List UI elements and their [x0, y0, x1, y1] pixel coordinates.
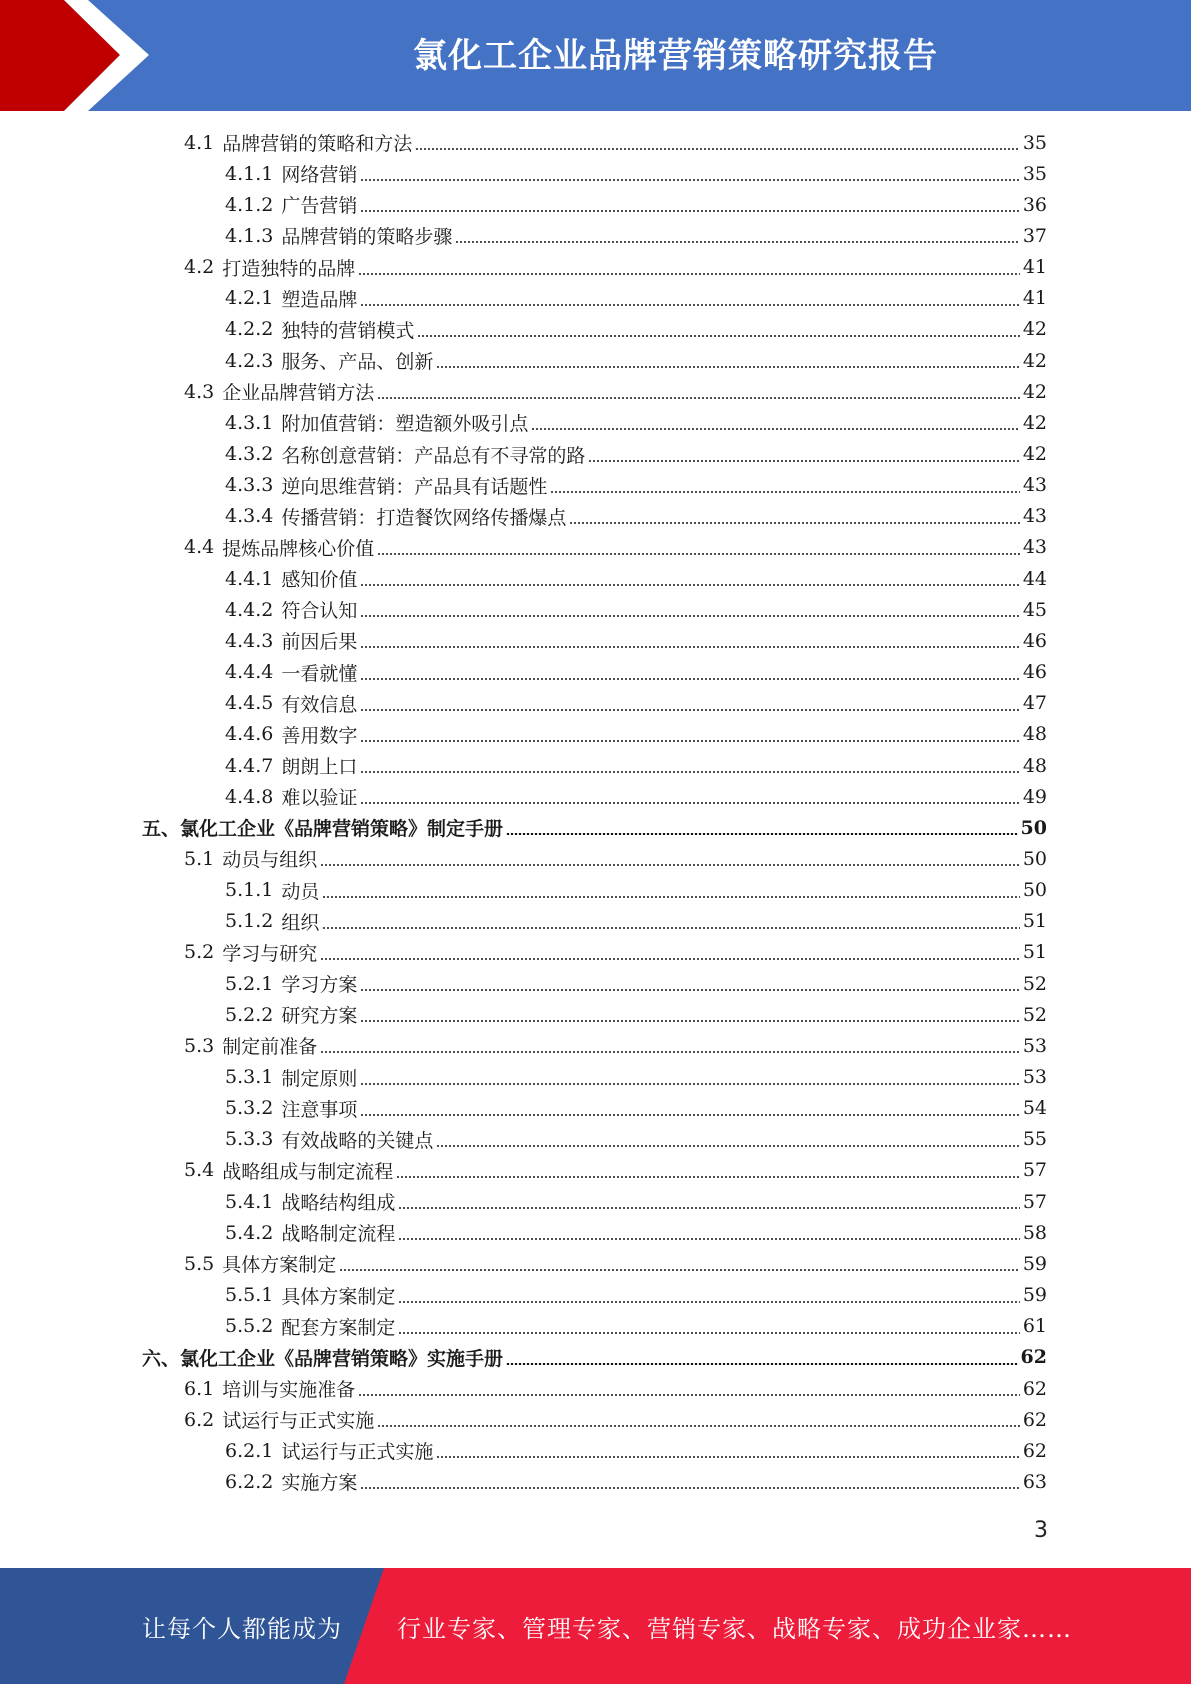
toc-entry-number: 4.3.2: [225, 443, 274, 465]
toc-entry-page: 42: [1022, 380, 1047, 403]
toc-entry-title: 研究方案: [281, 1005, 358, 1028]
toc-subsection-entry[interactable]: [225, 1311, 1047, 1342]
toc-entry-title: 品牌营销的策略步骤: [281, 226, 453, 249]
document-title: 氯化工企业品牌营销策略研究报告: [413, 35, 938, 76]
toc-entry-number: 5.2: [184, 941, 215, 964]
toc-entry-page: 53: [1022, 1066, 1047, 1088]
page-number: 3: [1034, 1518, 1048, 1543]
toc-entry-title: 逆向思维营销：产品具有话题性: [281, 475, 548, 498]
toc-entry-page: 52: [1022, 972, 1047, 995]
toc-subsection-entry[interactable]: [225, 719, 1047, 750]
toc-entry-title: 难以验证: [281, 787, 358, 810]
toc-entry-number: 4.3.4: [225, 505, 274, 528]
toc-dot-leader: [360, 1083, 1019, 1085]
toc-entry-title: 学习方案: [281, 974, 358, 997]
footer-banner: [0, 1568, 1191, 1684]
toc-section-entry[interactable]: [184, 1030, 1047, 1061]
toc-subsection-entry[interactable]: [225, 594, 1047, 625]
toc-entry-title: 战略结构组成: [281, 1192, 396, 1215]
toc-entry-number: 4.3.3: [225, 474, 274, 497]
toc-subsection-entry[interactable]: [225, 906, 1047, 937]
toc-dot-leader: [360, 646, 1019, 648]
toc-entry-page: 50: [1020, 816, 1047, 839]
toc-entry-number: 5.2.2: [225, 1003, 274, 1026]
toc-entry-page: 43: [1022, 505, 1047, 528]
toc-entry-page: 48: [1022, 723, 1047, 746]
toc-subsection-entry[interactable]: [225, 1186, 1047, 1217]
toc-entry-page: 57: [1022, 1159, 1047, 1182]
toc-entry-title: 打造独特的品牌: [222, 257, 356, 280]
toc-entry-number: 6.2.2: [225, 1470, 274, 1493]
toc-entry-number: 4.1.3: [225, 224, 274, 247]
toc-entry-page: 62: [1020, 1346, 1047, 1369]
toc-entry-title: 独特的营销模式: [281, 319, 415, 342]
toc-entry-page: 41: [1022, 256, 1047, 279]
toc-dot-leader: [377, 1425, 1020, 1427]
toc-subsection-entry[interactable]: [225, 563, 1047, 594]
toc-section-entry[interactable]: [184, 843, 1047, 874]
toc-entry-title: 一看就懂: [281, 662, 358, 685]
toc-entry-number: 5.3.1: [225, 1066, 274, 1088]
toc-entry-page: 55: [1022, 1128, 1047, 1151]
toc-dot-leader: [360, 771, 1019, 773]
toc-entry-number: 4.3: [184, 380, 215, 403]
toc-section-entry[interactable]: [184, 1404, 1047, 1435]
toc-subsection-entry[interactable]: [225, 999, 1047, 1030]
toc-entry-title: 网络营销: [281, 164, 358, 187]
toc-entry-number: 4.4.6: [225, 723, 274, 746]
toc-subsection-entry[interactable]: [225, 1124, 1047, 1155]
toc-section-entry[interactable]: [184, 127, 1047, 158]
toc-entry-page: 37: [1022, 224, 1047, 247]
toc-subsection-entry[interactable]: [225, 501, 1047, 532]
toc-entry-title: 善用数字: [281, 724, 358, 747]
toc-dot-leader: [417, 335, 1019, 337]
toc-entry-number: 5.4: [184, 1159, 215, 1182]
toc-subsection-entry[interactable]: [225, 1466, 1047, 1497]
toc-subsection-entry[interactable]: [225, 688, 1047, 719]
toc-subsection-entry[interactable]: [225, 470, 1047, 501]
toc-dot-leader: [360, 802, 1019, 804]
toc-entry-title: 实施方案: [281, 1472, 358, 1495]
toc-entry-title: 符合认知: [281, 600, 358, 623]
toc-subsection-entry[interactable]: [225, 1062, 1047, 1093]
toc-entry-title: 战略制定流程: [281, 1223, 396, 1246]
toc-dot-leader: [360, 615, 1019, 617]
toc-entry-number: 4.4: [184, 536, 215, 559]
toc-subsection-entry[interactable]: [225, 1093, 1047, 1124]
toc-dot-leader: [360, 678, 1019, 680]
toc-section-entry[interactable]: [184, 376, 1047, 407]
toc-entry-number: 6.2.1: [225, 1439, 274, 1462]
toc-entry-number: 4.4.7: [225, 754, 274, 777]
toc-entry-number: 5.5.2: [225, 1315, 274, 1338]
toc-entry-page: 45: [1022, 598, 1047, 621]
toc-dot-leader: [360, 1487, 1019, 1489]
toc-entry-page: 63: [1022, 1470, 1047, 1493]
toc-entry-page: 54: [1022, 1097, 1047, 1120]
toc-subsection-entry[interactable]: [225, 283, 1047, 314]
toc-subsection-entry[interactable]: [225, 220, 1047, 251]
toc-dot-leader: [506, 833, 1018, 835]
toc-entry-number: 5.4.2: [225, 1221, 274, 1244]
toc-entry-page: 58: [1022, 1221, 1047, 1244]
toc-entry-page: 36: [1022, 193, 1047, 216]
toc-entry-title: 朗朗上口: [281, 756, 358, 778]
toc-entry-number: 4.4.2: [225, 598, 274, 621]
toc-entry-page: 46: [1022, 661, 1047, 684]
toc-entry-page: 47: [1022, 692, 1047, 715]
toc-subsection-entry[interactable]: [225, 657, 1047, 688]
toc-subsection-entry[interactable]: [225, 875, 1047, 906]
toc-entry-page: 57: [1022, 1190, 1047, 1213]
toc-dot-leader: [360, 304, 1019, 306]
footer-slogan-right: 行业专家、管理专家、营销专家、战略专家、成功企业家……: [397, 1614, 1072, 1643]
toc-entry-title: 品牌营销的策略和方法: [222, 133, 413, 155]
toc-dot-leader: [360, 210, 1019, 212]
toc-entry-number: 6.2: [184, 1408, 215, 1431]
toc-entry-page: 51: [1022, 910, 1047, 933]
toc-dot-leader: [398, 1301, 1019, 1303]
toc-entry-title: 名称创意营销：产品总有不寻常的路: [281, 444, 586, 467]
toc-subsection-entry[interactable]: [225, 407, 1047, 438]
toc-entry-number: 5.3.3: [225, 1128, 274, 1151]
toc-subsection-entry[interactable]: [225, 1280, 1047, 1311]
toc-entry-page: 61: [1022, 1315, 1047, 1338]
toc-dot-leader: [322, 927, 1019, 929]
toc-entry-title: 具体方案制定: [281, 1285, 396, 1308]
toc-subsection-entry[interactable]: [225, 1435, 1047, 1466]
toc-dot-leader: [455, 241, 1019, 243]
toc-entry-page: 62: [1022, 1377, 1047, 1400]
toc-entry-title: 注意事项: [281, 1098, 358, 1121]
toc-entry-page: 35: [1022, 162, 1047, 185]
toc-entry-page: 41: [1022, 287, 1047, 310]
toc-dot-leader: [360, 989, 1019, 991]
toc-dot-leader: [436, 366, 1019, 368]
toc-entry-title: 附加值营销：塑造额外吸引点: [281, 413, 529, 436]
toc-entry-title: 有效信息: [281, 693, 358, 716]
toc-dot-leader: [339, 1269, 1020, 1271]
toc-section-entry[interactable]: [184, 252, 1047, 283]
toc-entry-title: 具体方案制定: [222, 1254, 337, 1277]
toc-entry-page: 42: [1022, 349, 1047, 372]
toc-subsection-entry[interactable]: [225, 314, 1047, 345]
toc-entry-title: 试运行与正式实施: [281, 1441, 434, 1464]
toc-dot-leader: [377, 553, 1020, 555]
toc-dot-leader: [398, 1207, 1019, 1209]
toc-entry-title: 战略组成与制定流程: [222, 1160, 394, 1183]
toc-section-entry[interactable]: [184, 1155, 1047, 1186]
toc-dot-leader: [360, 1020, 1019, 1022]
toc-dot-leader: [398, 1238, 1019, 1240]
toc-entry-page: 50: [1022, 879, 1047, 902]
toc-dot-leader: [398, 1332, 1019, 1334]
toc-entry-title: 塑造品牌: [281, 288, 358, 311]
toc-subsection-entry[interactable]: [225, 439, 1047, 470]
toc-subsection-entry[interactable]: [225, 345, 1047, 376]
toc-entry-page: 51: [1022, 941, 1047, 964]
toc-subsection-entry[interactable]: [225, 158, 1047, 189]
toc-dot-leader: [360, 584, 1019, 586]
toc-entry-page: 43: [1022, 536, 1047, 559]
toc-dot-leader: [360, 179, 1019, 181]
header-banner: [0, 0, 1191, 111]
toc-dot-leader: [322, 896, 1019, 898]
toc-entry-title: 制定前准备: [222, 1036, 318, 1059]
toc-entry-title: 五、氯化工企业《品牌营销策略》制定手册: [142, 818, 504, 841]
toc-entry-title: 企业品牌营销方法: [222, 382, 375, 405]
toc-entry-number: 5.4.1: [225, 1190, 274, 1213]
toc-entry-title: 前因后果: [281, 631, 358, 654]
toc-subsection-entry[interactable]: [225, 750, 1047, 781]
toc-dot-leader: [550, 491, 1019, 493]
toc-entry-title: 提炼品牌核心价值: [222, 537, 375, 560]
toc-dot-leader: [569, 522, 1019, 524]
toc-entry-number: 5.2.1: [225, 972, 274, 995]
toc-entry-number: 4.3.1: [225, 411, 274, 434]
toc-entry-number: 5.3.2: [225, 1097, 274, 1120]
toc-entry-number: 5.3: [184, 1034, 215, 1057]
toc-dot-leader: [588, 460, 1019, 462]
arrow-decoration-icon: [0, 0, 180, 111]
toc-dot-leader: [531, 428, 1019, 430]
toc-entry-page: 53: [1022, 1034, 1047, 1057]
toc-entry-title: 广告营销: [281, 195, 358, 218]
toc-entry-number: 4.2: [184, 256, 215, 279]
toc-section-entry[interactable]: [184, 1373, 1047, 1404]
toc-dot-leader: [358, 273, 1020, 275]
toc-section-entry[interactable]: [184, 1248, 1047, 1279]
toc-entry-number: 4.2.3: [225, 349, 274, 372]
toc-entry-title: 六、氯化工企业《品牌营销策略》实施手册: [142, 1347, 504, 1370]
toc-entry-page: 49: [1022, 785, 1047, 808]
toc-entry-number: 5.1: [184, 847, 215, 870]
toc-entry-title: 培训与实施准备: [222, 1379, 356, 1401]
toc-dot-leader: [436, 1456, 1019, 1458]
toc-subsection-entry[interactable]: [225, 781, 1047, 812]
toc-entry-page: 46: [1022, 629, 1047, 652]
toc-dot-leader: [320, 864, 1020, 866]
toc-entry-number: 5.1.1: [225, 879, 274, 902]
toc-entry-number: 4.2.2: [225, 318, 274, 341]
toc-entry-title: 试运行与正式实施: [222, 1410, 375, 1433]
toc-dot-leader: [358, 1394, 1020, 1396]
toc-entry-title: 动员: [281, 880, 320, 903]
toc-entry-number: 4.4.1: [225, 567, 274, 590]
toc-entry-title: 配套方案制定: [281, 1316, 396, 1339]
toc-dot-leader: [436, 1145, 1019, 1147]
toc-section-entry[interactable]: [184, 532, 1047, 563]
toc-subsection-entry[interactable]: [225, 1217, 1047, 1248]
toc-chapter-entry[interactable]: [142, 1342, 1047, 1373]
toc-entry-page: 62: [1022, 1439, 1047, 1462]
toc-section-entry[interactable]: [184, 937, 1047, 968]
footer-slogan-left: 让每个人都能成为: [142, 1614, 342, 1643]
toc-entry-title: 感知价值: [281, 569, 358, 592]
toc-dot-leader: [415, 148, 1020, 150]
toc-entry-page: 42: [1022, 411, 1047, 434]
toc-dot-leader: [360, 709, 1019, 711]
toc-entry-title: 组织: [281, 911, 320, 934]
toc-dot-leader: [506, 1363, 1018, 1365]
toc-entry-title: 有效战略的关键点: [281, 1129, 434, 1152]
toc-entry-page: 50: [1022, 847, 1047, 870]
toc-subsection-entry[interactable]: [225, 968, 1047, 999]
toc-entry-number: 4.4.5: [225, 692, 274, 715]
toc-entry-number: 4.1: [184, 131, 215, 154]
toc-entry-number: 5.1.2: [225, 910, 274, 933]
toc-entry-number: 4.1.2: [225, 193, 274, 216]
toc-entry-number: 4.4.3: [225, 629, 274, 652]
toc-entry-number: 5.5.1: [225, 1284, 274, 1307]
toc-subsection-entry[interactable]: [225, 625, 1047, 656]
toc-entry-number: 4.4.8: [225, 785, 274, 808]
toc-dot-leader: [360, 1114, 1019, 1116]
toc-entry-page: 62: [1022, 1408, 1047, 1431]
toc-entry-title: 服务、产品、创新: [281, 351, 434, 374]
toc-chapter-entry[interactable]: [142, 812, 1047, 843]
toc-dot-leader: [377, 397, 1020, 399]
toc-entry-page: 42: [1022, 318, 1047, 341]
toc-dot-leader: [320, 1051, 1020, 1053]
toc-dot-leader: [320, 958, 1020, 960]
toc-subsection-entry[interactable]: [225, 189, 1047, 220]
toc-entry-title: 传播营销：打造餐饮网络传播爆点: [281, 506, 567, 529]
toc-entry-page: 48: [1022, 754, 1047, 777]
toc-entry-title: 动员与组织: [222, 849, 318, 872]
toc-entry-page: 59: [1022, 1284, 1047, 1307]
toc-dot-leader: [360, 740, 1019, 742]
toc-entry-title: 制定原则: [281, 1067, 358, 1090]
toc-dot-leader: [396, 1176, 1020, 1178]
toc-entry-title: 学习与研究: [222, 942, 318, 965]
toc-entry-page: 42: [1022, 443, 1047, 465]
toc-entry-page: 44: [1022, 567, 1047, 590]
toc-entry-number: 5.5: [184, 1252, 215, 1275]
toc-entry-page: 52: [1022, 1003, 1047, 1026]
toc-entry-page: 43: [1022, 474, 1047, 497]
toc-entry-page: 59: [1022, 1252, 1047, 1275]
toc-entry-number: 4.4.4: [225, 661, 274, 684]
toc-entry-number: 4.1.1: [225, 162, 274, 185]
toc-entry-number: 6.1: [184, 1377, 215, 1400]
toc-entry-page: 35: [1022, 131, 1047, 154]
toc-entry-number: 4.2.1: [225, 287, 274, 310]
